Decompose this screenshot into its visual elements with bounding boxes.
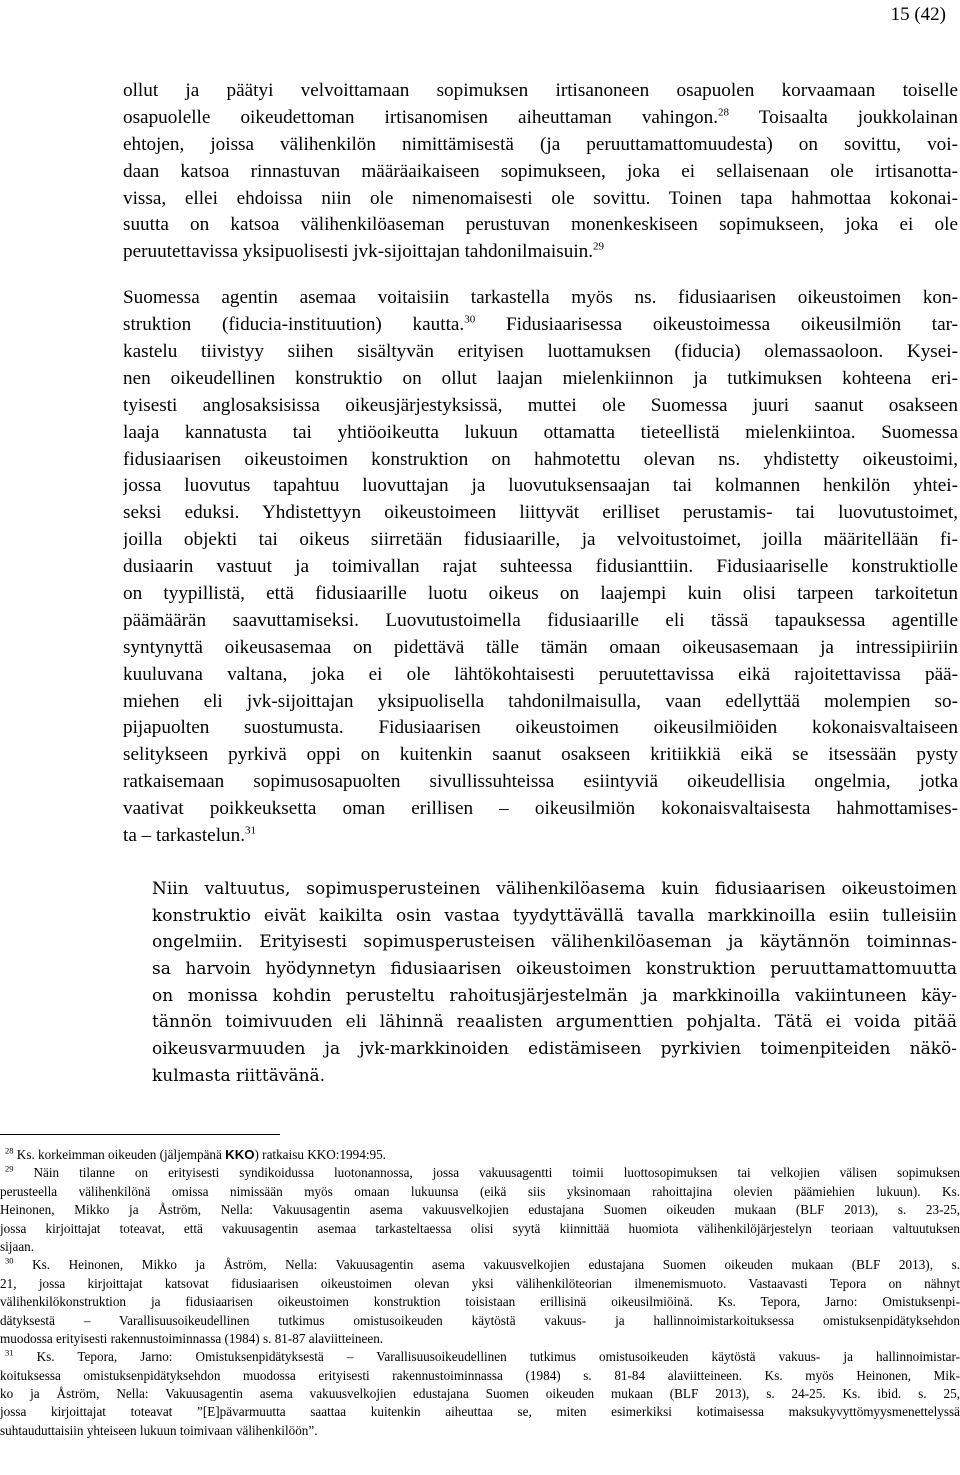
paragraph-1 (123, 78, 958, 266)
text-span: pijapuolten suostumusta. Fidusiaarisen oikeustoimen oikeusilmiöiden kokonaisvaltaiseen (123, 717, 958, 739)
text-span: vissa, ellei ehdoissa niin ole nimenomaisesti ole sovittu. Toinen tapa hahmottaa kokonai- (123, 187, 958, 209)
footnote-line (0, 1220, 960, 1238)
footnote-text: jossa kirjoittajat toteavat, että vakuusagentin asemaa tarkasteltaessa olisi syytä kiinnittää huomiota välihenkilöjärjestelyn teoriaan valtuutuksen (0, 1220, 960, 1236)
text-line (123, 608, 958, 635)
footnote-line (0, 1201, 960, 1219)
footnote-text: koituksessa omistuksenpidätyksehdon muodossa erityisesti rakennustoiminnassa (1984) s. 81-84 alaviitteineen. Ks. myös Heinonen, Mik- (0, 1367, 960, 1383)
text-span: fidusiaarisen oikeustoimen konstruktion on hahmotettu olevan ns. yhdistetty oikeustoimi, (123, 448, 958, 470)
text-line (123, 527, 958, 554)
text-line (123, 662, 958, 689)
footnote-line (0, 1385, 960, 1403)
footnote-ref: 31 (245, 824, 257, 837)
text-span: struktion (fiducia-instituution) kautta. (123, 314, 465, 336)
footnote-divider (0, 1134, 280, 1135)
footnote-text: muodossa erityisesti rakennustoiminnassa (1984) s. 81-87 alaviitteineen. (0, 1330, 384, 1346)
text-line (123, 420, 958, 447)
text-line (123, 635, 958, 662)
footnote-text: 21, jossa kirjoittajat katsovat fidusiaarisen oikeustoimen olevan yksi välihenkilöteorian ilmenemismuoto. Vastaavasti Tepora on nähnyt (0, 1275, 960, 1291)
text-span: suutta on katsoa välihenkilöaseman perustuvan monenkeskiseen sopimukseen, joka ei ole (123, 214, 958, 236)
footnote-ref: 28 (718, 106, 730, 119)
footnote-line (0, 1146, 960, 1164)
text-line (123, 105, 958, 132)
text-span: kuuluvana valtana, joka ei ole lähtökohtaisesti peruutettavissa eikä rajoitettavissa pää- (123, 663, 958, 685)
text-span: ratkaisemaan sopimusosapuolten sivullissuhteissa esiintyviä oikeudellisia ongelmia, jotka (123, 771, 958, 793)
footnote-line (0, 1293, 960, 1311)
footnote-bold: KKO (225, 1147, 255, 1162)
text-line (123, 393, 958, 420)
quote-line: kulmasta riittävänä. (152, 1065, 326, 1086)
text-span: jossa luovutus tapahtuu luovuttajan ja luovutuksensaajan tai kolmannen henkilön yhtei- (123, 475, 958, 497)
text-span: ollut ja päätyi velvoittamaan sopimuksen irtisanoneen osapuolen korvaamaan toiselle (123, 80, 958, 101)
text-line (123, 447, 958, 474)
footnote-line (0, 1312, 960, 1330)
text-line (123, 689, 958, 716)
text-span: selitykseen pyrkivä oppi on kuitenkin saanut osakseen kritiikkiä eikä se itsessään pysty (123, 744, 958, 766)
text-line (123, 581, 958, 608)
text-line (123, 769, 958, 796)
main-text (123, 78, 958, 850)
footnote-text: Heinonen, Mikko ja Åström, Nella: Vakuusagentin asema vakuusvelkojien edustajana Suomen oikeuden mukaan (BLF 2013), s. 23-25, (0, 1202, 960, 1218)
text-span: laaja kannatusta tai yhtiöoikeutta lukuun ottamatta tieteellistä mielenkiintoa. Suomessa (123, 421, 958, 443)
footnote-text: Näin tilanne on erityisesti syndikoidussa luotonannossa, jossa vakuusagentti toimii luottosopimuksen tai velkojien välisen sopimuksen (33, 1165, 960, 1181)
text-span: syntynyttä oikeusasemaa on pidettävä tälle tämän omaan oikeusasemaan ja intressipiiriin (123, 636, 958, 658)
footnote-line (0, 1330, 960, 1348)
indented-quote (152, 876, 957, 1090)
text-line (123, 366, 958, 393)
footnote-text: Ks. Heinonen, Mikko ja Åström, Nella: Vakuusagentin asema vakuusvelkojien edustajana Suomen oikeuden mukaan (BLF 2013), s. (32, 1257, 960, 1273)
quote-line: tännön toimivuuden eli lähinnä reaalisten argumenttien pohjalta. Tätä ei voida pitää (152, 1012, 957, 1033)
footnote-line (0, 1403, 960, 1421)
footnote-line (0, 1348, 960, 1366)
footnote-text: dätyksestä – Varallisuusoikeudellinen tutkimus omistusoikeuden käytöstä vakuus- ja hallinnoimistarkoituksessa omistuksenpidätyksehdon (0, 1312, 960, 1328)
footnote-line (0, 1238, 960, 1256)
text-line (123, 132, 958, 159)
footnote-text: jossa kirjoittajat toteavat ”[E]pävarmuutta saattaa kuitenkin aiheuttaa se, miten esimerkiksi kotimaisessa maksukyvyttömyysmenettelyssä (0, 1404, 960, 1420)
text-line (123, 239, 958, 266)
text-span: päämäärän saavuttamiseksi. Luovutustoimella fidusiaarille eli tässä tapauksessa agentille (123, 609, 958, 631)
footnote-text: Ks. Tepora, Jarno: Omistuksenpidätyksestä – Varallisuusoikeudellinen tutkimus omistusoikeuden käytöstä vakuus- ja hallinnoimistar- (36, 1349, 960, 1365)
footnote-line (0, 1275, 960, 1293)
text-span: miehen eli jvk-sijoittajan yksipuolisella tahdonilmaisulla, vaan edellyttää molempien so- (123, 690, 958, 712)
text-line (123, 823, 958, 850)
text-line (123, 473, 958, 500)
text-line (123, 742, 958, 769)
text-line (123, 500, 958, 527)
footnote-text: sijaan. (0, 1238, 35, 1254)
footnote-text: ) ratkaisu KKO:1994:95. (254, 1147, 386, 1162)
text-line (123, 212, 958, 239)
footnote-line (0, 1256, 960, 1274)
footnote-text: välihenkilökonstruktion ja fidusiaarisen oikeustoimen konstruktion toisistaan erillisinä oikeusilmiöinä. Ks. Tepora, Jarno: Omistuksenpi- (0, 1294, 960, 1310)
quote-line: Niin valtuutus, sopimusperusteinen välihenkilöasema kuin fidusiaarisen oikeustoimen (152, 879, 957, 899)
footnote-text: perusteella välihenkilönä omissa nimissään myös omaan lukuunsa (eikä siis yksinomaan rahoittajina olevien päämiehien lukuun). Ks. (0, 1183, 960, 1199)
text-span: ehtojen, joissa välihenkilön nimittämisestä (ja peruuttamattomuudesta) on sovittu, voi- (123, 133, 958, 155)
text-line (123, 554, 958, 581)
footnote-line (0, 1367, 960, 1385)
page-number: 15 (42) (890, 4, 946, 25)
footnote-number: 29 (5, 1164, 14, 1174)
quote-line: ongelmiin. Erityisesti sopimusperusteisen välihenkilöaseman ja käytännön toiminnas- (152, 932, 957, 953)
text-span: seksi eduksi. Yhdistettyyn oikeustoimeen liittyvät erilliset perustamis- tai luovutustoimet, (123, 502, 958, 524)
quote-line: sa harvoin hyödynnetyn fidusiaarisen oikeustoimen konstruktion peruuttamattomuutta (152, 959, 957, 980)
text-span: Toisaalta joukkolainan (729, 106, 958, 128)
text-span: vaativat poikkeuksetta oman erillisen – oikeusilmiön kokonaisvaltaisesta hahmottamises- (123, 798, 958, 820)
text-span: peruutettavissa yksipuolisesti jvk-sijoittajan tahdonilmaisuin. (123, 241, 594, 263)
footnote-line (0, 1164, 960, 1182)
text-line (123, 285, 958, 312)
text-line (123, 715, 958, 742)
text-span: daan katsoa rinnastuvan määräaikaiseen sopimukseen, joka ei sellaisenaan ole irtisanotta- (123, 160, 958, 182)
text-span: Fidusiaarisessa oikeustoimessa oikeusilmiön tar- (475, 314, 958, 336)
quote-line: oikeusvarmuuden ja jvk-markkinoiden edistämiseen pyrkivien toimenpiteiden näkö- (152, 1039, 957, 1060)
footnote-text: suhtauduttaisiin yhteiseen lukuun toimivaan välihenkilöön”. (0, 1422, 318, 1438)
footnote-text: ko ja Åström, Nella: Vakuusagentin asema vakuusvelkojien edustajana Suomen oikeuden mukaan (BLF 2013), s. 24-25. Ks. ibid. s. 25, (0, 1386, 960, 1402)
text-line (123, 186, 958, 213)
text-span: Suomessa agentin asemaa voitaisiin tarkastella myös ns. fidusiaarisen oikeustoimen kon- (123, 287, 958, 309)
text-span: tyisesti anglosaksisissa oikeusjärjestyksissä, muttei ole Suomessa juuri saanut osakseen (123, 394, 958, 416)
text-span: kastelu tiivistyy siihen sisältyvän erityisen luottamuksen (fiducia) olemassaoloon. Kysei- (123, 341, 958, 363)
text-span: joilla objekti tai oikeus siirretään fidusiaarille, ja velvoitustoimet, joilla määritellään fi- (123, 529, 958, 551)
text-span: ta – tarkastelun. (123, 825, 246, 847)
text-line (123, 796, 958, 823)
text-span: osapuolelle oikeudettoman irtisanomisen aiheuttaman vahingon. (123, 106, 719, 128)
footnote-line (0, 1422, 960, 1440)
text-line (123, 339, 958, 366)
footnote-number: 31 (5, 1348, 14, 1358)
text-span: nen oikeudellinen konstruktio on ollut laajan mielenkiinnon ja tutkimuksen kohteena eri- (123, 367, 958, 389)
quote-line: on monissa kohdin perusteltu rahoitusjärjestelmän ja markkinoilla vakiintuneen käy- (152, 985, 957, 1006)
footnote-ref: 29 (593, 240, 605, 253)
footnote-text: Ks. korkeimman oikeuden (jäljempänä (16, 1147, 226, 1162)
text-line (123, 159, 958, 186)
paragraph-2 (123, 285, 958, 850)
text-span: dusiaarin vastuut ja toimivallan rajat suhteessa fidusianttiin. Fidusiaariselle konstruktiolle (123, 556, 958, 578)
footnote-number: 30 (5, 1256, 14, 1266)
text-span: on tyypillistä, että fidusiaarille luotu oikeus on laajempi kuin olisi tarpeen tarkoitetun (123, 583, 958, 605)
footnote-line (0, 1183, 960, 1201)
footnote-ref: 30 (464, 313, 476, 326)
footnote-number: 28 (5, 1146, 14, 1156)
text-line (123, 78, 958, 105)
text-line (123, 312, 958, 339)
quote-line: konstruktio eivät kaikilta osin vastaa tyydyttävällä tavalla markkinoilla esiin tulleisiin (152, 905, 957, 926)
footnotes (0, 1146, 960, 1440)
